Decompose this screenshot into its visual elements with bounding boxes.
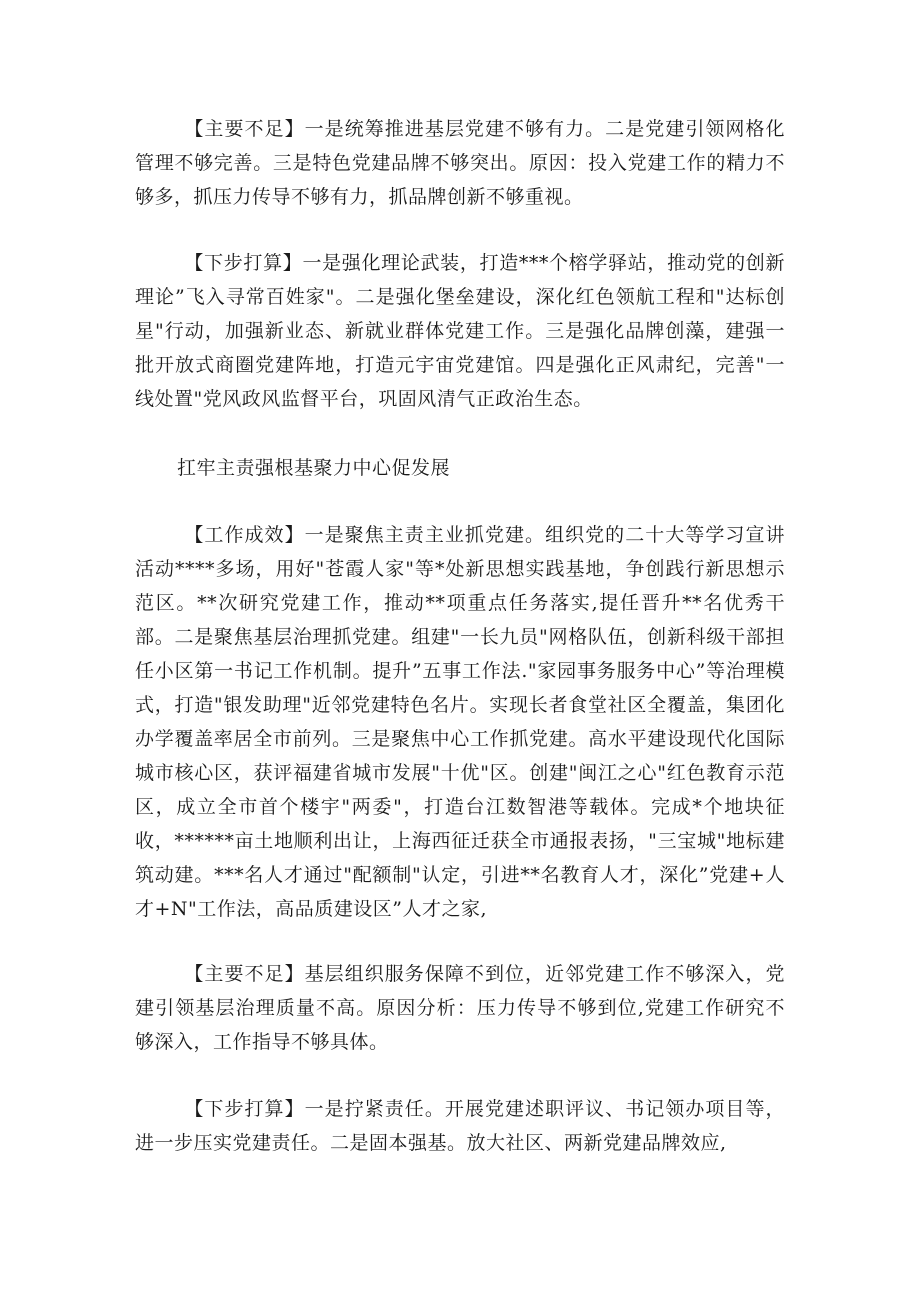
paragraph-work-results: 【工作成效】一是聚焦主责主业抓党建。组织党的二十大等学习宣讲活动****多场，用好"苍霞人家"等*处新思想实践基地，争创践行新思想示范区。**次研究党建工作，推动**项重点任务落实,提任晋升**名优秀干部。二是聚焦基层治理抓党建。组建"一长九员"网格队伍，创新科级干部担任小区第一书记工作机制。提升”五事工作法."家园事务服务中心”等治理模式，打造"银发助理"近邻党建特色名片。实现长者食堂社区全覆盖，集团化办学覆盖率居全市前列。三是聚焦中心工作抓党建。高水平建设现代化国际城市核心区，获评福建省城市发展"十优"区。创建"闽江之心"红色教育示范区，成立全市首个楼宇"两委"，打造台江数智港等载体。完成*个地块征收，******亩土地顺利出让，上海西征迁获全市通报表扬，"三宝城"地标建筑动建。***名人才通过"配额制"认定，引进**名教育人才，深化”党建+人才+N"工作法，高品质建设区”人才之家, xyxy=(135,524,785,920)
paragraph-next-steps-2: 【下步打算】一是拧紧责任。开展党建述职评议、书记领办项目等，进一步压实党建责任。二是固本强基。放大社区、两新党建品牌效应, xyxy=(135,1098,785,1154)
paragraph-next-steps-1: 【下步打算】一是强化理论武装，打造***个榕学驿站，推动党的创新理论”飞入寻常百姓家"。二是强化堡垒建设，深化红色领航工程和"达标创星"行动，加强新业态、新就业群体党建工作。三是强化品牌创藻，建强一批开放式商圈党建阵地，打造元宇宙党建馆。四是强化正风肃纪，完善"一线处置"党风政风监督平台，巩固风清气正政治生态。 xyxy=(135,252,785,410)
paragraph-main-shortcomings-1: 【主要不足】一是统筹推进基层党建不够有力。二是党建引领网格化管理不够完善。三是特色党建品牌不够突出。原因：投入党建工作的精力不够多，抓压力传导不够有力，抓品牌创新不够重视。 xyxy=(135,118,785,208)
paragraph-main-shortcomings-2: 【主要不足】基层组织服务保障不到位，近邻党建工作不够深入，党建引领基层治理质量不高。原因分析：压力传导不够到位,党建工作研究不够深入，工作指导不够具体。 xyxy=(135,963,785,1053)
section-heading: 扛牢主责强根基聚力中心促发展 xyxy=(177,457,451,479)
